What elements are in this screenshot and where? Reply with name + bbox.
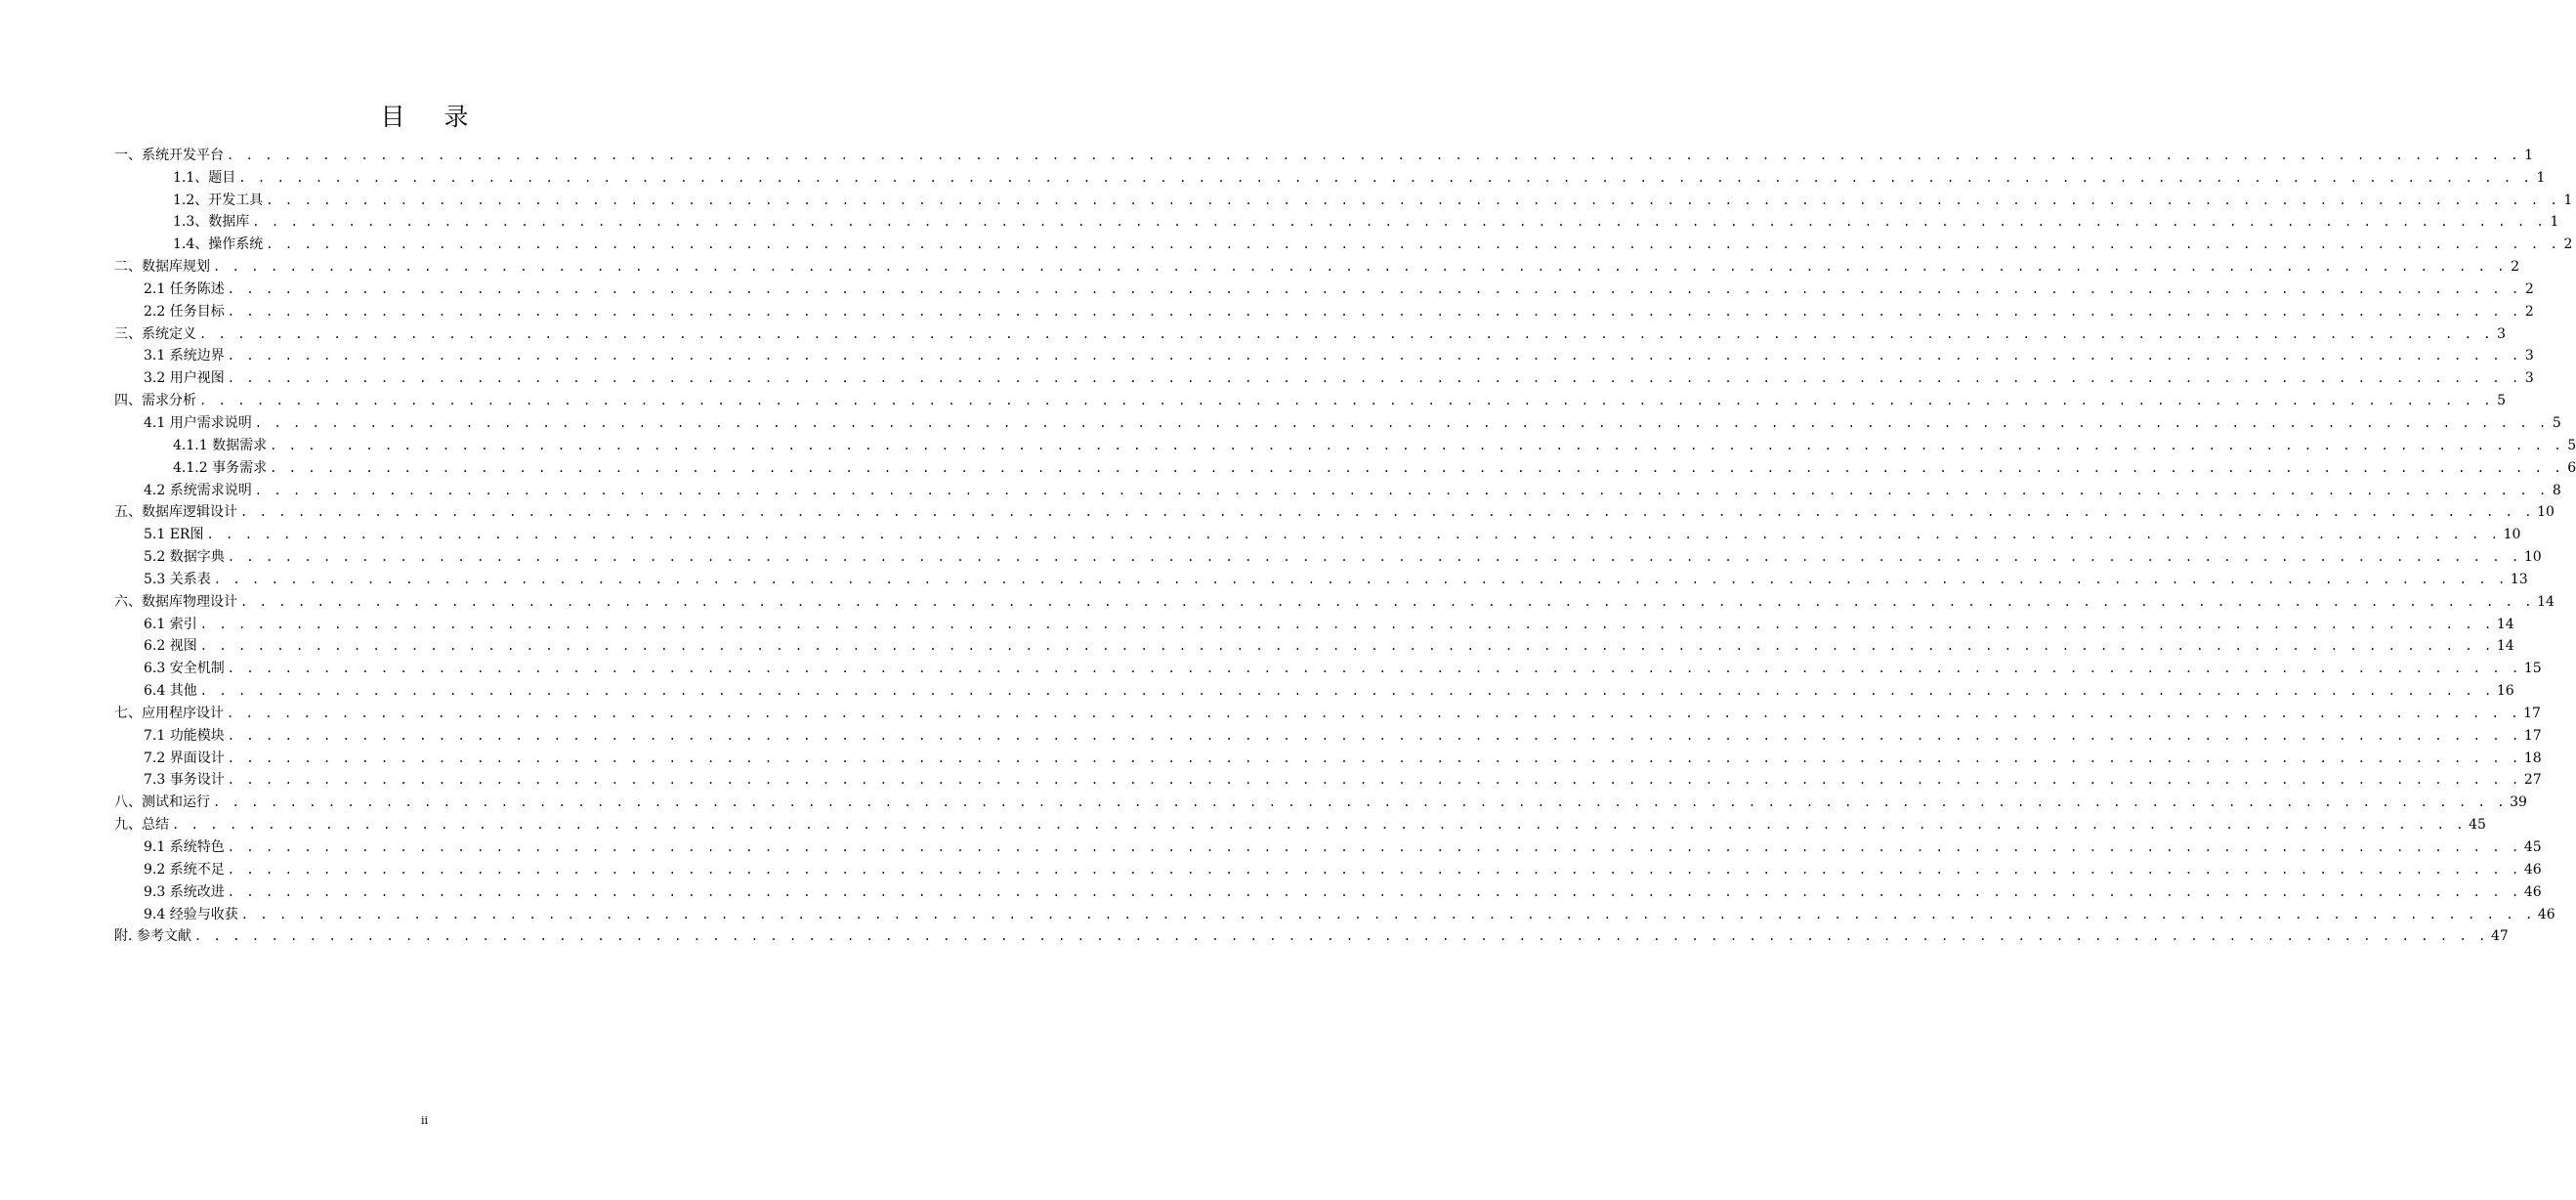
toc-entry-label: 5.1 ER图 [144,527,204,543]
toc-leader-dots: . . . . . . . . . . . . . . . . . . . . . . . . . . . . . . . . . . . . . . . . . . . . . . . . . . . . . . . . . . . . . . . . . . . . . . . . . . . . . . . . . . . . . . . . . . . . . . . . . . . . . . . . . . . . . . . . . . . . . . . . [172,818,2467,833]
toc-entry-page: 27 [2523,772,2542,789]
toc-entry[interactable] [114,611,2514,633]
toc-entry-page: 5 [2552,414,2561,431]
toc-entry-page: 14 [2537,593,2555,610]
toc-entry-page: 5 [2497,393,2507,409]
toc-leader-dots: . . . . . . . . . . . . . . . . . . . . . . . . . . . . . . . . . . . . . . . . . . . . . . . . . . . . . . . . . . . . . . . . . . . . . . . . . . . . . . . . . . . . . . . . . . . . . . . . . . . . . . . . . . . . . . . . . . . . . . . . [227,884,2521,899]
toc-leader-dots: . . . . . . . . . . . . . . . . . . . . . . . . . . . . . . . . . . . . . . . . . . . . . . . . . . . . . . . . . . . . . . . . . . . . . . . . . . . . . . . . . . . . . . . . . . . . . . . . . . . . . . . . . . . . . . . . . . . . . . . . [227,148,2521,162]
toc-entry-label: 4.2 系统需求说明 [144,482,252,498]
toc-entry-page: 3 [2497,325,2507,342]
toc-entry[interactable] [114,834,2542,856]
toc-entry[interactable] [114,745,2542,767]
toc-entry-page: 46 [2523,861,2542,878]
toc-entry[interactable] [114,253,2520,276]
toc-leader-dots: . . . . . . . . . . . . . . . . . . . . . . . . . . . . . . . . . . . . . . . . . . . . . . . . . . . . . . . . . . . . . . . . . . . . . . . . . . . . . . . . . . . . . . . . . . . . . . . . . . . . . . . . . . . . . . . . . . . . . . . . [266,193,2560,207]
toc-entry[interactable] [114,767,2542,790]
toc-entry[interactable] [114,298,2534,321]
toc-entry-page: 10 [2523,549,2542,566]
toc-leader-dots: . . . . . . . . . . . . . . . . . . . . . . . . . . . . . . . . . . . . . . . . . . . . . . . . . . . . . . . . . . . . . . . . . . . . . . . . . . . . . . . . . . . . . . . . . . . . . . . . . . . . . . . . . . . . . . . . . . . . . . . . [227,773,2521,788]
toc-entry[interactable] [114,722,2542,745]
toc-entry[interactable] [114,142,2534,164]
toc-entry-label: 一、系统开发平台 [114,147,224,163]
toc-entry[interactable] [114,789,2527,811]
toc-entry-page: 1 [2536,169,2546,186]
toc-leader-dots: . . . . . . . . . . . . . . . . . . . . . . . . . . . . . . . . . . . . . . . . . . . . . . . . . . . . . . . . . . . . . . . . . . . . . . . . . . . . . . . . . . . . . . . . . . . . . . . . . . . . . . . . . . . . . . . . . . . . . . . . [213,572,2508,586]
toc-entry-page: 13 [2510,571,2528,587]
toc-entry-label: 4.1.1 数据需求 [173,437,268,453]
toc-entry-label: 附. 参考文献 [114,928,191,945]
toc-entry[interactable] [114,164,2546,187]
toc-entry-label: 五、数据库逻辑设计 [114,504,237,521]
toc-entry-page: 1 [2550,214,2559,231]
toc-entry[interactable] [114,811,2486,834]
toc-entry-page: 1 [2563,192,2573,208]
toc-leader-dots: . . . . . . . . . . . . . . . . . . . . . . . . . . . . . . . . . . . . . . . . . . . . . . . . . . . . . . . . . . . . . . . . . . . . . . . . . . . . . . . . . . . . . . . . . . . . . . . . . . . . . . . . . . . . . . . . . . . . . . . . [199,394,2494,408]
toc-entry-page: 10 [2503,527,2521,543]
toc-entry-label: 2.1 任务陈述 [144,280,225,297]
toc-entry-label: 6.4 其他 [144,683,197,700]
toc-leader-dots: . . . . . . . . . . . . . . . . . . . . . . . . . . . . . . . . . . . . . . . . . . . . . . . . . . . . . . . . . . . . . . . . . . . . . . . . . . . . . . . . . . . . . . . . . . . . . . . . . . . . . . . . . . . . . . . . . . . . . . . . [227,550,2521,565]
toc-entry[interactable] [114,343,2534,365]
toc-entry-page: 45 [2469,817,2486,834]
toc-entry-label: 八、测试和运行 [114,794,210,811]
toc-leader-dots: . . . . . . . . . . . . . . . . . . . . . . . . . . . . . . . . . . . . . . . . . . . . . . . . . . . . . . . . . . . . . . . . . . . . . . . . . . . . . . . . . . . . . . . . . . . . . . . . . . . . . . . . . . . . . . . . . . . . . . . . [199,684,2494,699]
toc-entry-label: 1.3、数据库 [173,214,250,231]
toc-entry-page: 5 [2567,437,2576,453]
toc-entry-page: 18 [2523,750,2542,766]
toc-entry[interactable] [114,187,2573,209]
toc-entry-label: 4.1.2 事务需求 [173,459,268,476]
toc-entry[interactable] [114,409,2561,432]
toc-leader-dots: . . . . . . . . . . . . . . . . . . . . . . . . . . . . . . . . . . . . . . . . . . . . . . . . . . . . . . . . . . . . . . . . . . . . . . . . . . . . . . . . . . . . . . . . . . . . . . . . . . . . . . . . . . . . . . . . . . . . . . . . [238,170,2533,185]
toc-leader-dots: . . . . . . . . . . . . . . . . . . . . . . . . . . . . . . . . . . . . . . . . . . . . . . . . . . . . . . . . . . . . . . . . . . . . . . . . . . . . . . . . . . . . . . . . . . . . . . . . . . . . . . . . . . . . . . . . . . . . . . . . [213,795,2508,810]
toc-entry-label: 7.1 功能模块 [144,727,225,744]
toc-entry-page: 3 [2524,370,2534,387]
toc-entry-label: 7.3 事务设计 [144,772,225,789]
toc-leader-dots: . . . . . . . . . . . . . . . . . . . . . . . . . . . . . . . . . . . . . . . . . . . . . . . . . . . . . . . . . . . . . . . . . . . . . . . . . . . . . . . . . . . . . . . . . . . . . . . . . . . . . . . . . . . . . . . . . . . . . . . . [270,438,2564,452]
toc-leader-dots: . . . . . . . . . . . . . . . . . . . . . . . . . . . . . . . . . . . . . . . . . . . . . . . . . . . . . . . . . . . . . . . . . . . . . . . . . . . . . . . . . . . . . . . . . . . . . . . . . . . . . . . . . . . . . . . . . . . . . . . . [227,281,2521,296]
toc-entry[interactable] [114,432,2576,454]
toc-leader-dots: . . . . . . . . . . . . . . . . . . . . . . . . . . . . . . . . . . . . . . . . . . . . . . . . . . . . . . . . . . . . . . . . . . . . . . . . . . . . . . . . . . . . . . . . . . . . . . . . . . . . . . . . . . . . . . . . . . . . . . . . [206,528,2501,542]
table-of-contents [114,142,2576,945]
toc-entry[interactable] [114,454,2576,477]
toc-entry-page: 2 [2524,280,2534,297]
toc-leader-dots: . . . . . . . . . . . . . . . . . . . . . . . . . . . . . . . . . . . . . . . . . . . . . . . . . . . . . . . . . . . . . . . . . . . . . . . . . . . . . . . . . . . . . . . . . . . . . . . . . . . . . . . . . . . . . . . . . . . . . . . . [227,728,2521,743]
toc-entry[interactable] [114,499,2555,522]
toc-entry-page: 39 [2510,794,2527,811]
toc-entry-label: 七、应用程序设计 [114,705,224,721]
toc-entry-page: 47 [2491,928,2509,945]
toc-entry[interactable] [114,477,2561,499]
toc-leader-dots: . . . . . . . . . . . . . . . . . . . . . . . . . . . . . . . . . . . . . . . . . . . . . . . . . . . . . . . . . . . . . . . . . . . . . . . . . . . . . . . . . . . . . . . . . . . . . . . . . . . . . . . . . . . . . . . . . . . . . . . . [266,237,2560,252]
toc-leader-dots: . . . . . . . . . . . . . . . . . . . . . . . . . . . . . . . . . . . . . . . . . . . . . . . . . . . . . . . . . . . . . . . . . . . . . . . . . . . . . . . . . . . . . . . . . . . . . . . . . . . . . . . . . . . . . . . . . . . . . . . . [240,594,2535,609]
toc-entry[interactable] [114,321,2507,343]
toc-entry-label: 9.1 系统特色 [144,839,225,855]
toc-leader-dots: . . . . . . . . . . . . . . . . . . . . . . . . . . . . . . . . . . . . . . . . . . . . . . . . . . . . . . . . . . . . . . . . . . . . . . . . . . . . . . . . . . . . . . . . . . . . . . . . . . . . . . . . . . . . . . . . . . . . . . . . [199,639,2494,654]
toc-entry-label: 9.2 系统不足 [144,861,225,878]
toc-entry-label: 7.2 界面设计 [144,750,225,766]
toc-leader-dots: . . . . . . . . . . . . . . . . . . . . . . . . . . . . . . . . . . . . . . . . . . . . . . . . . . . . . . . . . . . . . . . . . . . . . . . . . . . . . . . . . . . . . . . . . . . . . . . . . . . . . . . . . . . . . . . . . . . . . . . . [199,326,2494,341]
toc-entry-label: 三、系统定义 [114,325,196,342]
toc-entry[interactable] [114,588,2555,611]
toc-entry-label: 3.2 用户视图 [144,370,225,387]
toc-entry[interactable] [114,209,2559,232]
toc-entry-label: 4.1 用户需求说明 [144,414,252,431]
toc-entry-label: 1.2、开发工具 [173,192,264,208]
toc-entry[interactable] [114,566,2528,588]
toc-entry-label: 九、总结 [114,817,169,834]
toc-entry-page: 2 [2511,259,2520,276]
toc-entry-page: 17 [2523,727,2542,744]
toc-entry[interactable] [114,655,2542,677]
toc-leader-dots: . . . . . . . . . . . . . . . . . . . . . . . . . . . . . . . . . . . . . . . . . . . . . . . . . . . . . . . . . . . . . . . . . . . . . . . . . . . . . . . . . . . . . . . . . . . . . . . . . . . . . . . . . . . . . . . . . . . . . . . . [270,460,2564,475]
toc-leader-dots: . . . . . . . . . . . . . . . . . . . . . . . . . . . . . . . . . . . . . . . . . . . . . . . . . . . . . . . . . . . . . . . . . . . . . . . . . . . . . . . . . . . . . . . . . . . . . . . . . . . . . . . . . . . . . . . . . . . . . . . . [227,304,2521,319]
toc-entry-label: 6.3 安全机制 [144,661,225,677]
toc-leader-dots: . . . . . . . . . . . . . . . . . . . . . . . . . . . . . . . . . . . . . . . . . . . . . . . . . . . . . . . . . . . . . . . . . . . . . . . . . . . . . . . . . . . . . . . . . . . . . . . . . . . . . . . . . . . . . . . . . . . . . . . . [227,862,2521,877]
toc-leader-dots: . . . . . . . . . . . . . . . . . . . . . . . . . . . . . . . . . . . . . . . . . . . . . . . . . . . . . . . . . . . . . . . . . . . . . . . . . . . . . . . . . . . . . . . . . . . . . . . . . . . . . . . . . . . . . . . . . . . . . . . . [199,617,2494,631]
toc-entry[interactable] [114,700,2541,722]
toc-leader-dots: . . . . . . . . . . . . . . . . . . . . . . . . . . . . . . . . . . . . . . . . . . . . . . . . . . . . . . . . . . . . . . . . . . . . . . . . . . . . . . . . . . . . . . . . . . . . . . . . . . . . . . . . . . . . . . . . . . . . . . . . [240,907,2535,921]
toc-leader-dots: . . . . . . . . . . . . . . . . . . . . . . . . . . . . . . . . . . . . . . . . . . . . . . . . . . . . . . . . . . . . . . . . . . . . . . . . . . . . . . . . . . . . . . . . . . . . . . . . . . . . . . . . . . . . . . . . . . . . . . . . [227,750,2521,765]
toc-leader-dots: . . . . . . . . . . . . . . . . . . . . . . . . . . . . . . . . . . . . . . . . . . . . . . . . . . . . . . . . . . . . . . . . . . . . . . . . . . . . . . . . . . . . . . . . . . . . . . . . . . . . . . . . . . . . . . . . . . . . . . . . [227,662,2521,676]
toc-entry[interactable] [114,387,2507,409]
toc-leader-dots: . . . . . . . . . . . . . . . . . . . . . . . . . . . . . . . . . . . . . . . . . . . . . . . . . . . . . . . . . . . . . . . . . . . . . . . . . . . . . . . . . . . . . . . . . . . . . . . . . . . . . . . . . . . . . . . . . . . . . . . . [227,840,2521,854]
page-number: ii [420,1114,429,1127]
toc-entry-page: 17 [2523,705,2541,721]
toc-leader-dots: . . . . . . . . . . . . . . . . . . . . . . . . . . . . . . . . . . . . . . . . . . . . . . . . . . . . . . . . . . . . . . . . . . . . . . . . . . . . . . . . . . . . . . . . . . . . . . . . . . . . . . . . . . . . . . . . . . . . . . . . [227,706,2521,720]
toc-entry[interactable] [114,856,2542,879]
toc-entry-label: 四、需求分析 [114,393,196,409]
toc-entry-label: 6.2 视图 [144,638,197,655]
toc-entry-label: 3.1 系统边界 [144,348,225,364]
toc-leader-dots: . . . . . . . . . . . . . . . . . . . . . . . . . . . . . . . . . . . . . . . . . . . . . . . . . . . . . . . . . . . . . . . . . . . . . . . . . . . . . . . . . . . . . . . . . . . . . . . . . . . . . . . . . . . . . . . . . . . . . . . . [240,505,2535,520]
toc-entry-label: 6.1 索引 [144,616,197,632]
toc-entry[interactable] [114,364,2534,387]
toc-entry-label: 5.2 数据字典 [144,549,225,566]
toc-entry-page: 8 [2552,482,2561,498]
toc-entry[interactable] [114,677,2514,700]
toc-entry[interactable] [114,633,2514,656]
toc-entry-page: 46 [2523,883,2542,900]
toc-entry[interactable] [114,879,2542,901]
toc-entry[interactable] [114,543,2542,566]
toc-entry-label: 9.3 系统改进 [144,883,225,900]
toc-entry-page: 6 [2567,459,2576,476]
toc-entry[interactable] [114,231,2573,253]
toc-leader-dots: . . . . . . . . . . . . . . . . . . . . . . . . . . . . . . . . . . . . . . . . . . . . . . . . . . . . . . . . . . . . . . . . . . . . . . . . . . . . . . . . . . . . . . . . . . . . . . . . . . . . . . . . . . . . . . . . . . . . . . . . [193,929,2488,944]
toc-leader-dots: . . . . . . . . . . . . . . . . . . . . . . . . . . . . . . . . . . . . . . . . . . . . . . . . . . . . . . . . . . . . . . . . . . . . . . . . . . . . . . . . . . . . . . . . . . . . . . . . . . . . . . . . . . . . . . . . . . . . . . . . [254,483,2549,497]
page-title: 目 录 [380,103,485,131]
toc-leader-dots: . . . . . . . . . . . . . . . . . . . . . . . . . . . . . . . . . . . . . . . . . . . . . . . . . . . . . . . . . . . . . . . . . . . . . . . . . . . . . . . . . . . . . . . . . . . . . . . . . . . . . . . . . . . . . . . . . . . . . . . . [254,415,2549,430]
toc-entry[interactable] [114,521,2521,543]
toc-entry-label: 二、数据库规划 [114,259,210,276]
toc-entry[interactable] [114,923,2509,946]
toc-leader-dots: . . . . . . . . . . . . . . . . . . . . . . . . . . . . . . . . . . . . . . . . . . . . . . . . . . . . . . . . . . . . . . . . . . . . . . . . . . . . . . . . . . . . . . . . . . . . . . . . . . . . . . . . . . . . . . . . . . . . . . . . [227,349,2521,364]
toc-entry-label: 5.3 关系表 [144,571,211,587]
toc-entry-page: 46 [2537,906,2555,922]
toc-entry[interactable] [114,901,2555,923]
toc-entry-page: 16 [2496,683,2514,700]
toc-leader-dots: . . . . . . . . . . . . . . . . . . . . . . . . . . . . . . . . . . . . . . . . . . . . . . . . . . . . . . . . . . . . . . . . . . . . . . . . . . . . . . . . . . . . . . . . . . . . . . . . . . . . . . . . . . . . . . . . . . . . . . . . [227,371,2521,386]
toc-entry-label: 1.4、操作系统 [173,236,264,253]
toc-entry-page: 2 [2524,303,2534,320]
toc-entry[interactable] [114,276,2534,298]
toc-entry-label: 2.2 任务目标 [144,303,225,320]
toc-entry-label: 9.4 经验与收获 [144,906,238,922]
toc-leader-dots: . . . . . . . . . . . . . . . . . . . . . . . . . . . . . . . . . . . . . . . . . . . . . . . . . . . . . . . . . . . . . . . . . . . . . . . . . . . . . . . . . . . . . . . . . . . . . . . . . . . . . . . . . . . . . . . . . . . . . . . . [252,215,2547,230]
toc-entry-label: 六、数据库物理设计 [114,593,237,610]
toc-entry-page: 15 [2523,661,2542,677]
toc-entry-page: 10 [2537,504,2555,521]
toc-leader-dots: . . . . . . . . . . . . . . . . . . . . . . . . . . . . . . . . . . . . . . . . . . . . . . . . . . . . . . . . . . . . . . . . . . . . . . . . . . . . . . . . . . . . . . . . . . . . . . . . . . . . . . . . . . . . . . . . . . . . . . . . [213,260,2508,275]
toc-entry-page: 14 [2496,616,2514,632]
toc-entry-page: 14 [2496,638,2514,655]
toc-entry-page: 2 [2563,236,2573,253]
toc-entry-label: 1.1、题目 [173,169,236,186]
toc-entry-page: 3 [2524,348,2534,364]
toc-entry-page: 45 [2523,839,2542,855]
toc-entry-page: 1 [2524,147,2534,163]
